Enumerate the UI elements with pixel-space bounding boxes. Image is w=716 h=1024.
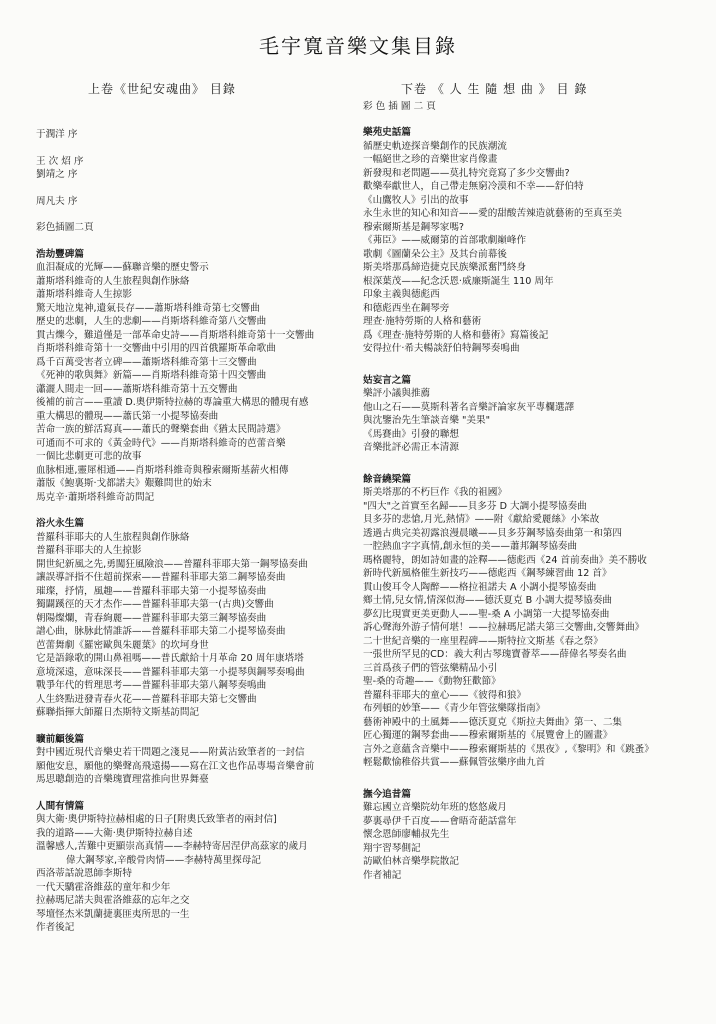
toc-item: 穆索爾斯基是鋼琴家嗎?	[363, 221, 465, 233]
toc-item: 理查·施特勞斯的人格和藝術	[363, 316, 482, 327]
toc-section	[36, 517, 356, 720]
toc-item: 輕鬆歡愉稚俗共賞——蘇佩管弦樂序曲九首	[363, 757, 546, 768]
toc-section	[363, 788, 703, 883]
toc-item: 夢幻比現實更美更動人——聖-桑 A 小調第一大提琴協奏曲	[363, 608, 610, 620]
toc-section	[36, 800, 356, 935]
toc-item: 布列頓的妙筆——《青少年管弦樂隊指南》	[363, 703, 546, 714]
toc-section	[363, 126, 703, 356]
toc-item: 訴心聲海外游子情何堪！——拉赫瑪尼諾夫第三交響曲,交響舞曲》	[363, 622, 645, 633]
toc-item: 苦命一族的鮮活寫真——蕭氏的聲樂套曲《猶太民間詩選》	[36, 424, 286, 435]
section-heading: 撫今追昔篇	[363, 788, 411, 800]
toc-item: 馬克辛·蕭斯塔科維奇訪問記	[36, 491, 155, 503]
toc-item: 新發現和老問題——莫扎特究竟寫了多少交響曲?	[363, 167, 570, 179]
toc-item: 肖斯塔科維奇第十一交響曲中引用的四首俄羅斯革命歌曲	[36, 343, 276, 354]
toc-item: 蘇聯指揮大師羅日杰斯特文斯基訪問記	[36, 707, 200, 718]
toc-item: 《馬賽曲》引發的聯想	[363, 428, 459, 440]
toc-item: 馬思聰創造的音樂瑰寶理當推向世界舞臺	[36, 774, 209, 785]
toc-item: 普羅科菲耶夫的童心——《彼得和狼》	[363, 689, 527, 701]
toc-item: 可通而不可求的《黃金時代》——肖斯塔科維奇的芭蕾音樂	[36, 437, 286, 449]
toc-item: 對中國近現代音樂史若干問題之淺見——附黃沾致筆者的一封信	[36, 747, 305, 758]
toc-item: 貝多芬的悲愴,月光,熱情》——附《獻給愛麗絲》小笨故	[363, 514, 600, 525]
toc-item: 讓誤導評指不住超前探索——普羅科菲耶夫第二鋼琴協奏曲	[36, 572, 286, 583]
toc-item: 夢裏尋伊千百度——會晤奇葩話當年	[363, 815, 517, 827]
toc-item: 根深葉茂——紀念沃恩·威廉斯誕生 110 周年	[363, 275, 554, 287]
toc-item: 《死神的歌與舞》新篇——肖斯塔科維奇第十四交響曲	[36, 370, 267, 381]
toc-section	[363, 374, 703, 455]
toc-item: 蕭版《鮑裏斯·戈都諾夫》艱難問世的始末	[36, 478, 212, 489]
toc-item: 音樂批評必需正本清源	[363, 442, 459, 453]
toc-item: 重大構思的體現——蕭氏第一小提琴協奏曲	[36, 410, 219, 422]
toc-item: 驚天地泣鬼神,遺氣長存——蕭斯塔科維奇第七交響曲	[36, 302, 260, 314]
toc-item: 和德彪西坐在鋼琴旁	[363, 302, 450, 314]
toc-item: 爲千百萬受害者立碑——蕭斯塔科維奇第十三交響曲	[36, 356, 257, 368]
toc-item: 訪歐伯林音樂學院散記	[363, 856, 459, 867]
toc-item: 匠心獨運的鋼琴套曲——穆索爾斯基的《展覽會上的圖畫》	[363, 730, 613, 741]
toc-item: 人生終點迸發青春火花——普羅科菲耶夫第七交響曲	[36, 693, 257, 705]
toc-item: 聖-桑的奇趣——《動物狂歡節》	[363, 676, 501, 687]
section-heading: 餘音繞梁篇	[363, 473, 411, 485]
toc-item: 一幅絕世之珍的音樂世家肖像畫	[363, 154, 498, 165]
toc-item: 翔宇習琴側記	[363, 842, 421, 854]
toc-item: 言外之意蘊含音樂中——穆索爾斯基的《黑夜》,《黎明》和《跳蚤》	[363, 743, 654, 755]
toc-item: 西洛蒂話說恩師李斯特	[36, 868, 132, 879]
toc-item: 鄉土情,兒女情,情深似海——德沃夏克 B 小調大提琴協奏曲	[363, 595, 613, 606]
toc-item: 普羅科菲耶夫的人生掠影	[36, 545, 142, 556]
toc-item: 蕭斯塔科維奇人生掠影	[36, 289, 132, 300]
toc-section	[36, 248, 356, 505]
toc-item: 我的道路——大衛·奧伊斯特拉赫自述	[36, 827, 193, 839]
left-volume-title: 上卷《世紀安魂曲》 目錄	[88, 82, 236, 96]
toc-item: 永生永世的知心和知音——愛的甜酸苦辣造就藝術的至真至美	[363, 208, 623, 219]
toc-item: 安得拉什·希夫暢談舒伯特鋼琴奏鳴曲	[363, 343, 520, 354]
toc-item: 與沈鑒治先生筆談音樂 "美果"	[363, 415, 490, 426]
right-volume-title: 下卷 《 人 生 隨 想 曲 》 目 錄	[401, 82, 588, 96]
toc-item: 他山之石——莫斯科著名音樂評論家灰平專欄選譯	[363, 401, 575, 413]
toc-item: 歷史的悲劇，人生的悲劇——肖斯塔科維奇第八交響曲	[36, 316, 267, 327]
toc-item: 歌劇《圖蘭朵公主》及其台前幕後	[363, 248, 507, 260]
toc-item: 作者後記	[36, 922, 75, 933]
toc-item: "四大"之首實至名歸——貝多芬 D 大調小提琴協奏曲	[363, 500, 587, 512]
toc-item: 意境深遠，意味深長——普羅科菲耶夫第一小提琴與鋼琴奏鳴曲	[36, 666, 305, 678]
toc-item: 後補的前言——重讀 D.奧伊斯特拉赫的專論重大構思的體現有感	[36, 397, 309, 408]
toc-item: 貫山俊耳令人陶醉——格拉祖諾夫 A 小調小提琴協奏曲	[363, 581, 597, 593]
toc-item: 印象主義與德彪西	[363, 289, 440, 300]
toc-item: 琴壇怪杰米凱蘭捷裏匪夷所思的一生	[36, 908, 190, 920]
page-title: 毛宇寬音樂文集目錄	[259, 34, 457, 58]
toc-item: 璀璨，抒情，風趣——普羅科菲耶夫第一小提琴協奏曲	[36, 585, 267, 597]
toc-item: 拉赫瑪尼諾夫與霍洛維茲的忘年之交	[36, 895, 190, 906]
toc-item: 它是語錄歌的開山鼻祖嗎——普氏獻給十月革命 20 周年康塔塔	[36, 653, 304, 664]
toc-item: 一腔熱血字字真情,創永恒的美——蕭邦鋼琴協奏曲	[363, 541, 578, 552]
toc-item: 藝術神殿中的土風舞——德沃夏克《斯拉夫舞曲》第一、二集	[363, 716, 623, 728]
preface-entry: 周凡夫 序	[36, 195, 78, 207]
toc-item: 斯美塔那爲締造捷克民族樂派奮鬥終身	[363, 262, 527, 273]
toc-item: 爲《理查·施特勞斯的人格和藝術》寫篇後記	[363, 329, 549, 341]
section-heading: 浴火永生篇	[36, 518, 84, 529]
toc-item: 開世紀新風之先,勇闖狂風險浪——普羅科菲耶夫第一鋼琴協奏曲	[36, 558, 308, 570]
toc-item: 獨闢蹊徑的天才杰作——普羅科菲耶夫第一(古典)交響曲	[36, 599, 274, 610]
toc-item: 樂評小議與推薦	[363, 388, 431, 399]
toc-item: 《山鷹牧人》引出的故事	[363, 194, 469, 206]
toc-item: 二十世紀音樂的一座里程碑——斯特拉文斯基《春之祭》	[363, 635, 603, 647]
toc-item: 瑪格麗特，朗如詩如畫的詮釋——德彪西《24 首前奏曲》美不勝收	[363, 554, 647, 566]
toc-item: 朝陽燦爛，青春絢麗——普羅科菲耶夫第三鋼琴協奏曲	[36, 612, 267, 624]
preface-entry: 王 次 炤 序	[36, 155, 84, 167]
toc-item: 循歷史軌迹探音樂創作的民族潮流	[363, 140, 507, 152]
toc-item: 譜心曲，脉脉此情誰訴——普羅科菲耶夫第二小提琴協奏曲	[36, 626, 286, 637]
section-heading: 樂苑史話篇	[363, 127, 411, 138]
toc-item: 懷念恩師廖輔叔先生	[363, 829, 450, 840]
toc-item: 血泪凝成的光輝——蘇聯音樂的歷史警示	[36, 262, 209, 273]
left-column	[36, 80, 356, 935]
toc-item: 《茀臣》——威爾第的首部歌劇巔峰作	[363, 235, 527, 246]
toc-item: 透過古典完美初露浪漫晨曦——貝多芬鋼琴協奏曲第一和第四	[363, 527, 623, 539]
toc-item: 一張世所罕見的CD：義大利古琴瑰寶薈萃——薛偉名琴奏名曲	[363, 649, 627, 660]
toc-item: 偉大鋼琴家,辛酸骨肉情——李赫特萬里探母記	[66, 854, 261, 866]
section-heading: 人間有情篇	[36, 800, 84, 812]
toc-item: 一個比悲劇更可悲的故事	[36, 451, 142, 462]
toc-item: 與大衛·奧伊斯特拉赫相處的日子[附奧氏致筆者的兩封信]	[36, 814, 277, 825]
toc-item: 新時代新風格催生新技巧——德彪西《鋼琴練習曲 12 首》	[363, 568, 612, 579]
toc-item: 瀟灑人間走一回——蕭斯塔科維奇第十五交響曲	[36, 383, 238, 395]
toc-item: 難忘國立音樂院幼年班的悠悠歲月	[363, 802, 507, 813]
toc-item: 斯美塔那的不朽巨作《我的祖國》	[363, 487, 507, 498]
toc-item: 作者補記	[363, 869, 402, 881]
preface-entry: 劉靖之 序	[36, 169, 78, 180]
toc-item: 戰爭年代的哲理思考——普羅科菲耶夫第八鋼琴奏鳴曲	[36, 680, 267, 691]
toc-item: 蕭斯塔科維奇的人生旅程與創作脉絡	[36, 275, 190, 287]
right-column	[363, 80, 703, 882]
toc-item: 歡樂奉獻世人，自己帶走無窮冷漠和不幸——舒伯特	[363, 181, 584, 192]
toc-item: 貫古爍今，難道僅是一部革命史詩——肖斯塔科維奇第十一交響曲	[36, 329, 315, 341]
toc-item: 願他安息，願他的樂聲高飛遠揚——寫在江文也作品專場音樂會前	[36, 760, 315, 772]
toc-item: 一代天驕霍洛維茲的童年和少年	[36, 881, 171, 893]
section-heading: 姑妄言之篇	[363, 374, 411, 386]
section-heading: 浩劫豐碑篇	[36, 248, 84, 260]
color-plates-note: 彩色插圖二頁	[36, 222, 94, 233]
toc-section	[36, 733, 356, 787]
section-heading: 曠前顧後篇	[36, 733, 84, 745]
color-plates-note: 彩 色 插 圖 二 頁	[363, 101, 436, 112]
preface-entry: 于潤洋 序	[36, 129, 78, 140]
toc-item: 溫馨感人,苦難中更顯崇高真情——李赫特寄居涅伊高茲家的歲月	[36, 841, 308, 852]
toc-section	[363, 473, 703, 770]
toc-item: 普羅科菲耶夫的人生旅程與創作脉絡	[36, 531, 190, 543]
toc-item: 芭蕾舞劇《羅密歐與朱麗葉》的坎坷身世	[36, 639, 209, 651]
toc-item: 三首爲孩子們的管弦樂精品小引	[363, 662, 498, 674]
toc-item: 血脉相連,靈犀相通——肖斯塔科維奇與穆索爾斯基薪火相傳	[36, 464, 289, 476]
